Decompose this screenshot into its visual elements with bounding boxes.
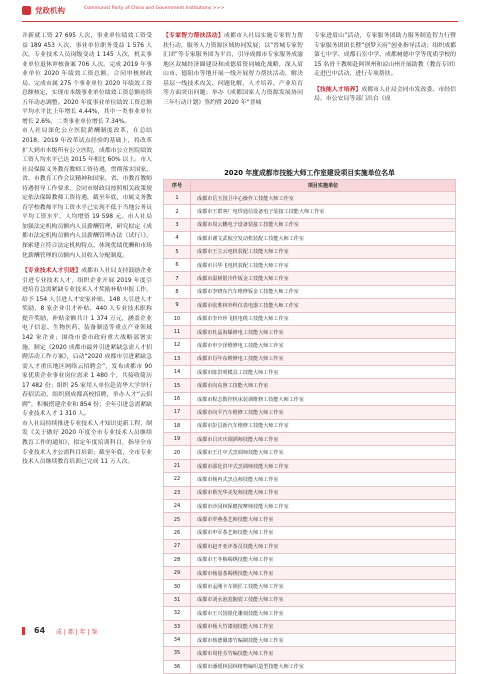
table-row	[164, 593, 456, 606]
row-unit-name: 成都市杨德佩漆竹编制技能大师工作室	[191, 633, 456, 646]
section-title: 党政机构	[35, 6, 65, 15]
table-header-row	[164, 180, 456, 192]
row-unit-name: 成都市杨再式烹点师技能大师工作室	[191, 473, 456, 486]
row-unit-name: 成都市温树银冷作钣金工技能大师工作室	[191, 272, 456, 285]
row-seq: 33	[164, 620, 191, 633]
header-rule	[22, 21, 458, 22]
table-row	[164, 566, 456, 579]
table-row	[164, 218, 456, 231]
table-row	[164, 312, 456, 325]
studio-list-table	[163, 179, 456, 674]
row-seq: 24	[164, 499, 191, 512]
row-unit-name: 成都市吕华飞电机装配工技能大师工作室	[191, 258, 456, 271]
row-seq: 19	[164, 433, 191, 446]
row-seq: 14	[164, 366, 191, 379]
row-unit-name: 成都市李玲珍飞机电缆工技能大师工作室	[191, 312, 456, 325]
table-row	[164, 339, 456, 352]
row-seq: 26	[164, 526, 191, 539]
section-marker-icon	[22, 6, 31, 15]
row-unit-name: 成都市王江中式烹调师技能大师工作室	[191, 446, 456, 459]
row-seq: 27	[164, 540, 191, 553]
row-seq: 18	[164, 419, 191, 432]
row-seq: 20	[164, 446, 191, 459]
paragraph: 专家进眉山”活动，专家服务团助力服务制造智力行暨专家服务团团长暨“创梦天府”创业指导活动；组织成都第七中学、成都石室中学、成都树德中学等优质学校的 15 名骨干教师赴阿坝州和凉山州开展助教（教育专团）走进巴中活动，进行专项帮扶。	[314, 33, 456, 78]
table-row	[164, 352, 456, 365]
table-row	[164, 647, 456, 660]
row-unit-name: 成都市沙园林保健按摩师技能大师工作室	[191, 499, 456, 512]
row-unit-name: 成都市邵化洪中式烹调师技能大师工作室	[191, 459, 456, 472]
table-row	[164, 232, 456, 245]
table-row	[164, 580, 456, 593]
row-unit-name: 成都市杨大竹漆刻技能大师工作室	[191, 620, 456, 633]
page-footer	[22, 625, 222, 637]
table-row	[164, 473, 456, 486]
table-row	[164, 192, 456, 205]
table-row	[164, 446, 456, 459]
table-row	[164, 540, 456, 553]
row-unit-name: 成都市李晓东汽车维修钣金工技能大师工作室	[191, 285, 456, 298]
row-seq: 36	[164, 660, 191, 673]
row-seq: 1	[164, 192, 191, 205]
row-seq: 30	[164, 580, 191, 593]
row-unit-name: 成都市杨量茶蜀绣技能大师工作室	[191, 566, 456, 579]
table-row	[164, 325, 456, 338]
table-row	[164, 513, 456, 526]
paragraph-body: 成都市人社局实施专家智力帮扶行动，服务人力资源区域协同发展；以“普城专家智汇团”等专家服务团为平台，引导成都市专家服务成渝地区双城经济圈建设和成德眉资同城化战略，深入眉山市、德阳市等地开展一线开展智力帮扶活动，解决基层一线技术攻关、问题化解、人才培养、产业培育等方面突出问题；举办《成都国家人力资源发展协同三年行动计划》签约暨 2020 年“普城	[163, 33, 304, 106]
table-row	[164, 245, 456, 258]
table-row	[164, 205, 456, 218]
paragraph	[163, 32, 303, 108]
paragraph	[22, 267, 152, 420]
page-number: 64	[34, 626, 46, 635]
row-seq: 15	[164, 379, 191, 392]
row-seq: 21	[164, 459, 191, 472]
row-unit-name: 成都市王群客厂电焊通信设备电子装接工技能大师工作室	[191, 205, 456, 218]
row-seq: 28	[164, 553, 191, 566]
paragraph-body: 成都市人社局会同市发改委、市经信局、市公安局等部门出台《成	[314, 86, 457, 103]
row-seq: 17	[164, 406, 191, 419]
row-seq: 6	[164, 258, 191, 271]
table-row	[164, 285, 456, 298]
paragraph-heading: 【技能人才培养】	[314, 86, 362, 93]
row-unit-name: 成都市谢文武航空发动机装配工技能大师工作室	[191, 232, 456, 245]
table-row	[164, 366, 456, 379]
row-unit-name: 成都市吕庆庆调酒师技能大师工作室	[191, 433, 456, 446]
row-seq: 4	[164, 232, 191, 245]
studio-list-table-block	[163, 167, 456, 674]
row-seq: 5	[164, 245, 191, 258]
column-header-name: 项目实施单位	[191, 180, 456, 192]
table-row	[164, 379, 456, 392]
table-body	[164, 192, 456, 674]
paragraph: 并新就工资 27 695 人次，事业单位绩效工资受益 189 453 人次，事业单位职务受益 1 576 人次，专业技术人员岗级变动 1 145 人次，机关事业单位退休审核备案 706 人次。完成 2019 年事业单位 2020 年绩效工资总额，合同审核财政局、完成市属 275 个事业单位 2020 年绩效工资总额核定，实现市本级事业单位绩效工资总额连续五年动态调整。2020 年度事业单位绩效工资总额平均水平比上年增长 4.44%，其中一类事业单位增长 2.6%，二类事业单位增长 7.34%。	[22, 33, 152, 125]
table-row	[164, 526, 456, 539]
row-seq: 23	[164, 486, 191, 499]
row-unit-name: 成都市张胜林外科仪表电器工技能大师工作室	[191, 299, 456, 312]
row-unit-name: 成都市蔡光华美发师技能大师工作室	[191, 486, 456, 499]
row-seq: 11	[164, 325, 191, 338]
row-unit-name: 成都市刘水泡瓷陶瓷工技能大师工作室	[191, 593, 456, 606]
text-column-3	[314, 32, 456, 105]
paragraph	[314, 86, 456, 105]
section-english-title: Communist Party of China and Government Institutions >>>	[84, 6, 225, 11]
row-unit-name: 成都市程志数控机床装调维修工技能大师工作室	[191, 392, 456, 405]
paragraph: 市人社局持续推进专业技术人才知识更新工程，制发《关于做好 2020 年度全市专业技术人员继续教育工作的通知》，拟定年度培训科目，指导全市专业技术人才公需科目培训；截至年底，全市专业技术人员继续教育培训已完成 11 万人次。	[22, 420, 152, 466]
row-seq: 22	[164, 473, 191, 486]
paragraph-body: 成都市人社局支持鼓励企业引进专业技术人才，组织企业开展 2019 年度引进培育急需紧缺专业技术人才奖励补贴申报工作，给予 154 人引进人才安家补贴、148 人引进人才奖励，8 家企业引才补贴、440 人专业技术职称提升奖励，补贴金额共计 1 374 万元，涵盖企业电子信息、生物医药、装备制造等重点产业领域 142 家企业；围绕市委市政府重大战略部署实施，制定《2020 成都市最外引进紧缺急需人才招聘活动工作方案》，启动“2020 成都市引进紧缺急需人才重庆地区网络云招聘会”，发布成都市 90 家优质企业事业岗位需求 1 480 个，共接收简历 17 482 份；组织 25 家用人单位赴清华大学举行春招活动，组织到成都高校招聘，举办人才“云招聘”，积极搭建企业和 854 份；全年引进急需紧缺专业技术人才 1 310 人。	[22, 268, 153, 418]
row-unit-name: 成都市潘缓林园林植物编织造型技能大师工作室	[191, 660, 456, 673]
row-seq: 2	[164, 205, 191, 218]
row-seq: 16	[164, 392, 191, 405]
table-row	[164, 272, 456, 285]
text-column-2	[163, 32, 303, 108]
row-seq: 32	[164, 607, 191, 620]
row-seq: 29	[164, 566, 191, 579]
row-seq: 3	[164, 218, 191, 231]
magazine-name: 成 | 都 | 年 | 鉴	[56, 629, 98, 636]
table-row	[164, 406, 456, 419]
row-unit-name: 成都市申少泽维修电工技能大师工作室	[191, 339, 456, 352]
table-row	[164, 299, 456, 312]
row-unit-name: 成都市向东照工技能大师工作室	[191, 379, 456, 392]
row-unit-name: 成都市岳玉国卫中心操作工技能大师工作室	[191, 192, 456, 205]
table-title: 2020 年度成都市技能大师工作室建设项目实施单位名单	[224, 169, 395, 177]
row-unit-name: 成都市赵开亚评茶员技能大师工作室	[191, 540, 456, 553]
table-row	[164, 419, 456, 432]
table-row	[164, 258, 456, 271]
column-header-seq: 序号	[164, 180, 191, 192]
table-row	[164, 499, 456, 512]
row-seq: 31	[164, 593, 191, 606]
row-seq: 34	[164, 633, 191, 646]
row-unit-name: 成都市杜晶海爆修电工技能大师工作室	[191, 325, 456, 338]
table-row	[164, 553, 456, 566]
paragraph-heading: 【专家智力帮扶活动】	[163, 33, 224, 39]
row-unit-name: 成都市王冬梅蜀绣技能大师工作室	[191, 553, 456, 566]
page-header	[0, 0, 480, 22]
row-unit-name: 成都市罗燕茶艺师技能大师工作室	[191, 513, 456, 526]
row-seq: 35	[164, 647, 191, 660]
row-seq: 10	[164, 312, 191, 325]
row-seq: 13	[164, 352, 191, 365]
row-seq: 8	[164, 285, 191, 298]
row-unit-name: 成都市周桂芬竹编技能大师工作室	[191, 647, 456, 660]
table-row	[164, 392, 456, 405]
table-row	[164, 660, 456, 673]
row-unit-name: 成都市陈洪明模具工技能大师工作室	[191, 366, 456, 379]
paragraph-heading: 【专业技术人才引进】	[22, 268, 82, 275]
footer-marker	[22, 627, 25, 635]
text-column-1	[22, 32, 152, 468]
table-row	[164, 459, 456, 472]
row-unit-name: 成都市向平汽车维修工技能大师工作室	[191, 406, 456, 419]
row-unit-name: 成都市王兴国银化雕刻技能大师工作室	[191, 607, 456, 620]
table-row	[164, 607, 456, 620]
row-unit-name: 成都市彭昌新汽车维修工技能大师工作室	[191, 419, 456, 432]
row-unit-name: 成都市周云鹏电子设备装接工技能大师工作室	[191, 218, 456, 231]
paragraph: 市人社局深化公立医院薪酬制度改革，在总结 2018、2019 年改革试点经验的基础上，将改革扩大到市本级所有公立医院，成都市公立医院绩效工资人均水平已达 2015 年相比 60% 以上。市人社局保障义务教育教师工资待遇，贯彻落实国家、省、市教育工作会议精神和国家、省、市教育教师待遇督导工作要求，会同市财政局按照相关政策规定依法保障教师工资待遇，截至年底，市属义务教育学校教师平均工资水平已实现不低于当地公务员平均工资水平，人均增资 19 598 元。市人社局加强法定机构员额内人员薪酬管理，研究拟定《成都市法定机构员额内人员薪酬管理办法（试行）》，探索建立符合法定机构特点、体现优绩优酬和市场化薪酬管理的员额内人员收入分配制度。	[22, 128, 152, 259]
row-seq: 25	[164, 513, 191, 526]
row-seq: 9	[164, 299, 191, 312]
row-seq: 7	[164, 272, 191, 285]
row-unit-name: 成都市申军茶艺师技能大师工作室	[191, 526, 456, 539]
row-unit-name: 成都市肖年东维修电工技能大师工作室	[191, 352, 456, 365]
row-unit-name: 成都市王立云电机装配工技能大师工作室	[191, 245, 456, 258]
table-row	[164, 433, 456, 446]
table-row	[164, 486, 456, 499]
row-seq: 12	[164, 339, 191, 352]
row-unit-name: 成都市孟刚卡车锁匠工技能大师工作室	[191, 580, 456, 593]
